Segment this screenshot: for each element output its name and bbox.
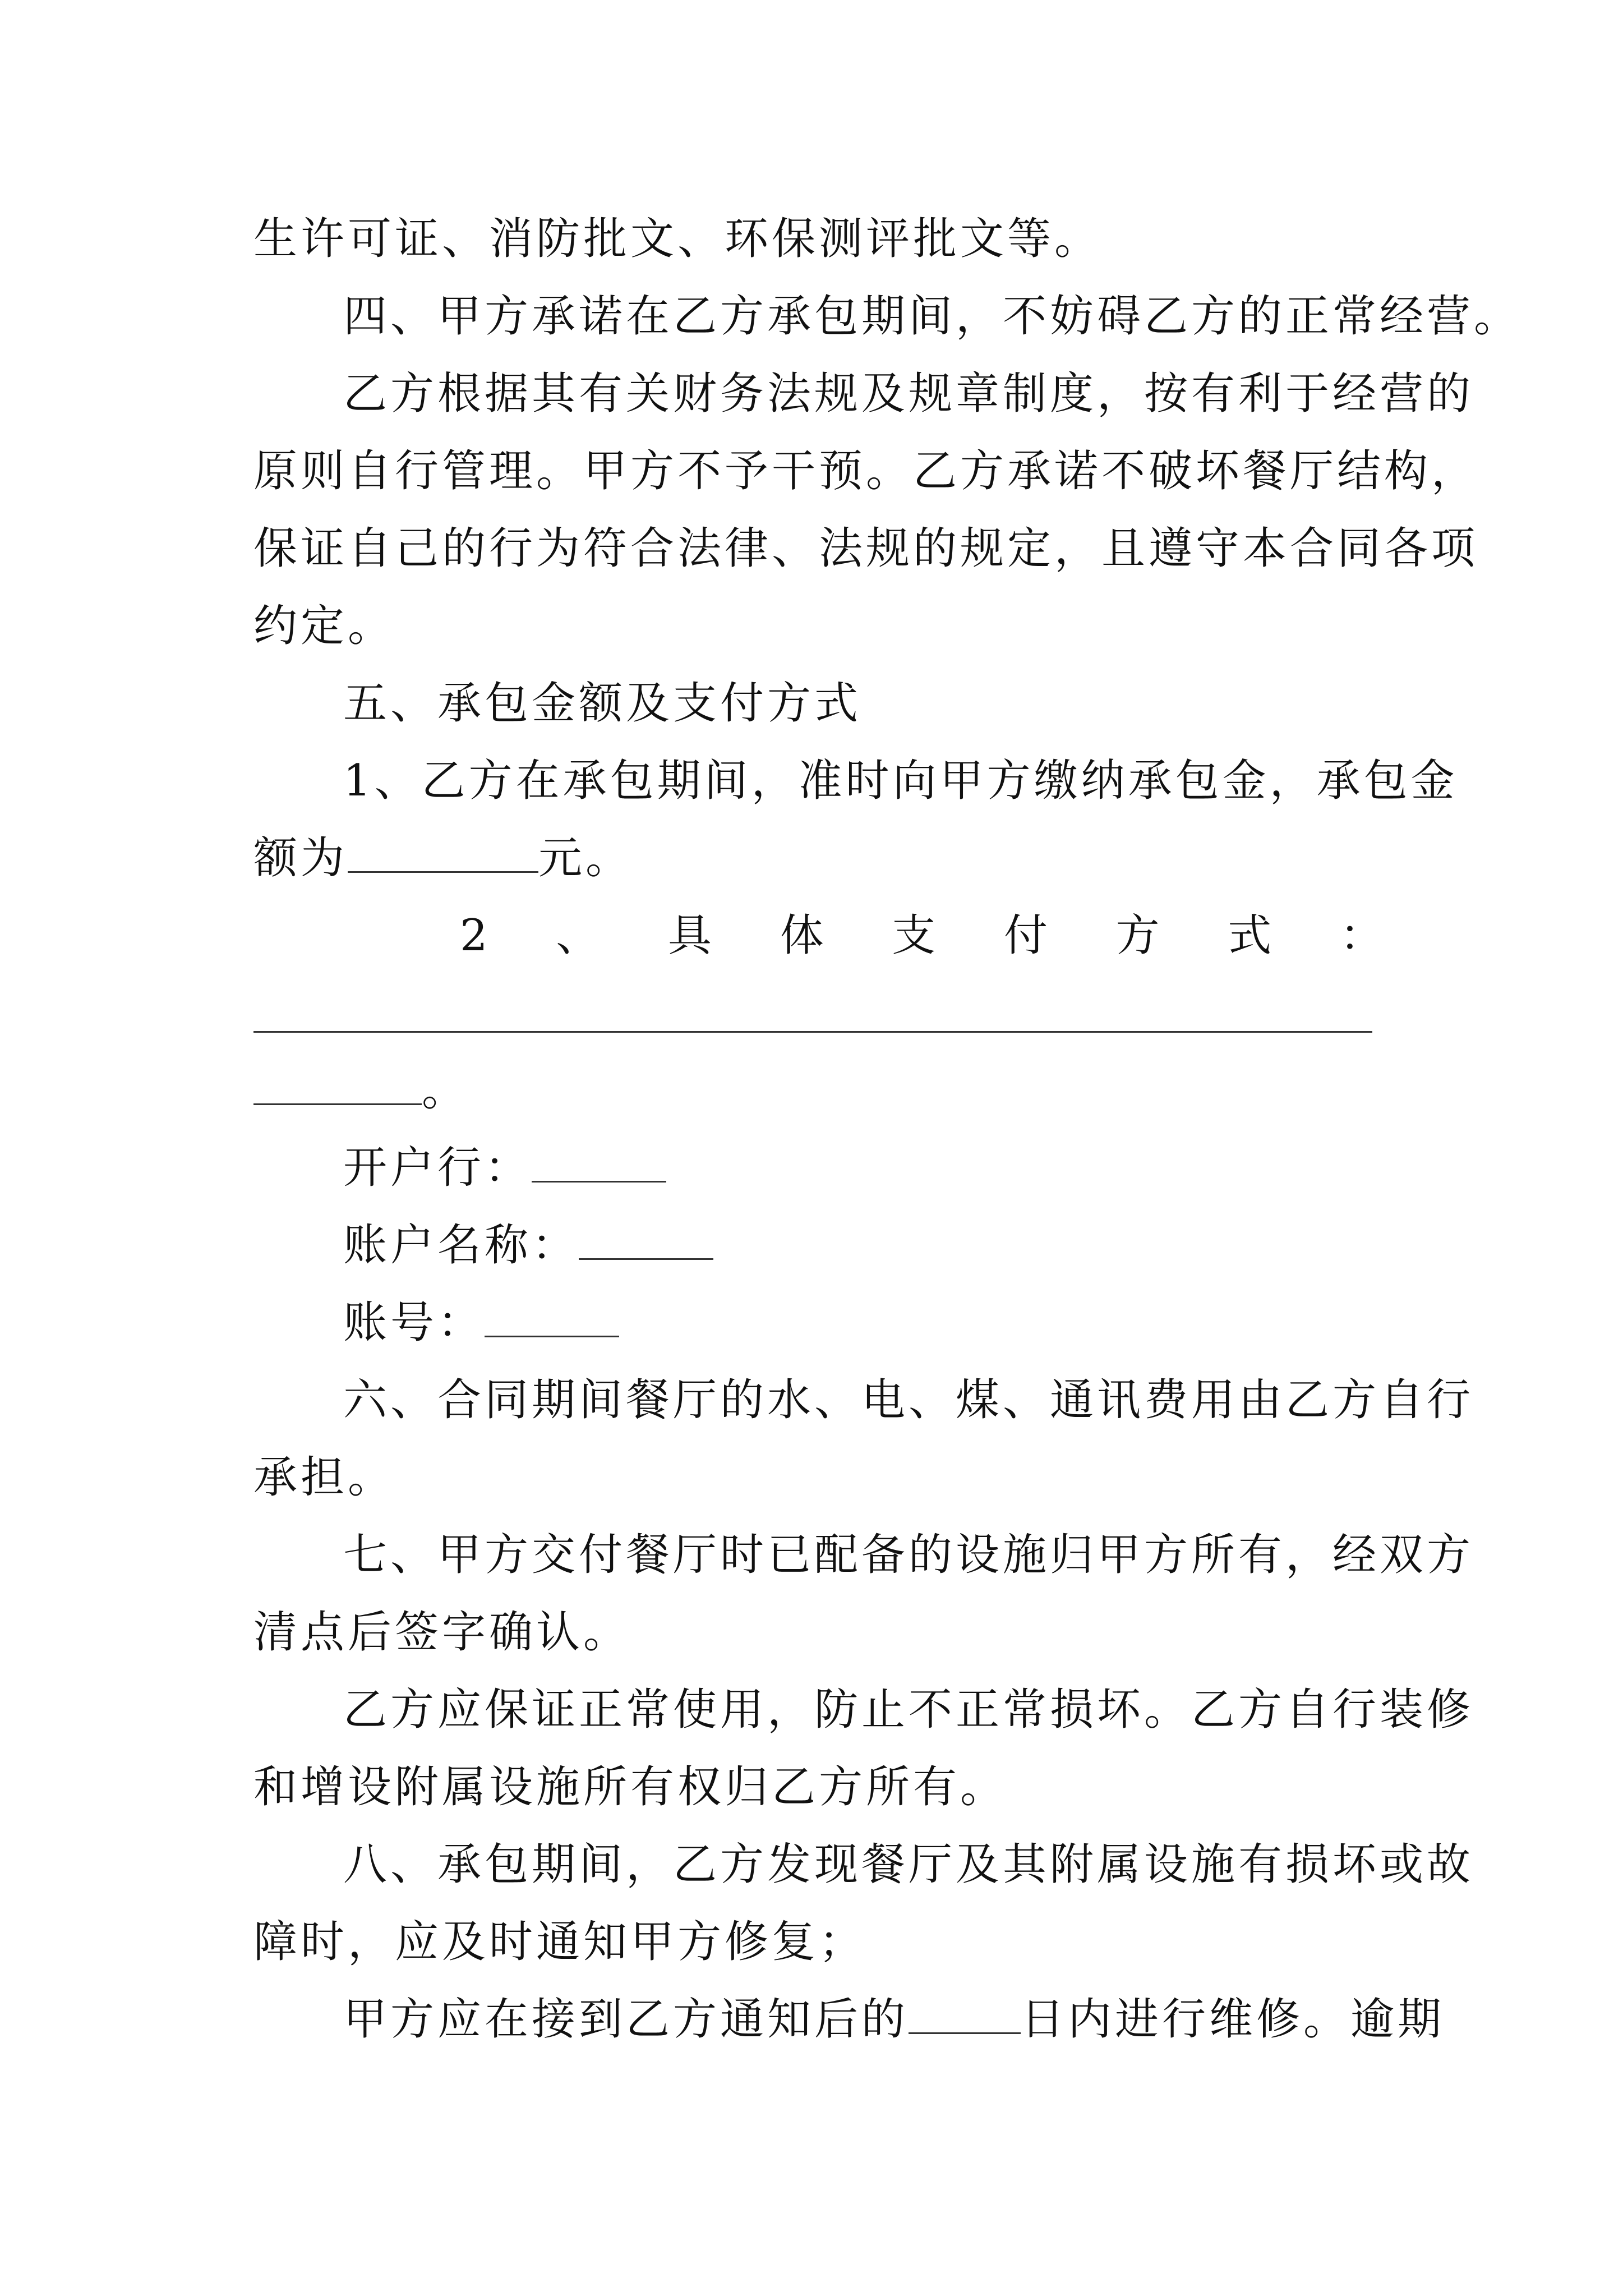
text-line: 1、乙方在承包期间，准时向甲方缴纳承包金，承包金	[343, 756, 1458, 806]
text-fragment: 甲方应在接到乙方通知后的	[343, 1994, 909, 2045]
bank-line	[343, 1140, 1384, 1196]
section-heading: 五、承包金额及支付方式	[343, 678, 862, 729]
text-line	[343, 1991, 1445, 2047]
account-number-label: 账号：	[343, 1297, 485, 1348]
spread-char: 具	[667, 910, 712, 961]
text-line: 保证自己的行为符合法律、法规的规定，且遵守本合同各项	[253, 523, 1479, 574]
text-fragment: 。	[422, 1065, 469, 1116]
text-fragment: 日内进行维修。逾期	[1021, 1994, 1445, 2045]
fill-blank-days	[909, 1996, 1021, 2034]
fill-blank-line	[253, 1031, 1372, 1033]
fill-blank-account-name	[579, 1222, 713, 1260]
spread-char: ：	[1339, 910, 1384, 961]
spread-char: 方	[1115, 910, 1160, 961]
text-line: 七、甲方交付餐厅时已配备的设施归甲方所有，经双方	[343, 1530, 1474, 1580]
spread-char: 体	[780, 910, 824, 961]
spread-char: 式	[1228, 910, 1272, 961]
text-line: 承担。	[253, 1452, 395, 1503]
text-line: 约定。	[253, 601, 395, 651]
text-line: 生许可证、消防批文、环保测评批文等。	[253, 214, 1102, 264]
text-fragment: 额为	[253, 833, 348, 884]
account-number-line	[343, 1295, 1384, 1351]
text-line	[253, 1062, 1384, 1119]
spread-char: 、	[556, 910, 600, 961]
text-fragment: 元。	[538, 833, 633, 884]
bank-label: 开户行：	[343, 1143, 532, 1193]
text-line: 乙方根据其有关财务法规及规章制度，按有利于经营的	[343, 369, 1474, 419]
text-line	[253, 830, 1384, 886]
text-line: 障时，应及时通知甲方修复；	[253, 1917, 866, 1967]
text-line: 乙方应保证正常使用，防止不正常损坏。乙方自行装修	[343, 1685, 1474, 1735]
account-name-label: 账户名称：	[343, 1220, 579, 1271]
text-line: 和增设附属设施所有权归乙方所有。	[253, 1762, 1008, 1812]
fill-blank	[253, 1068, 422, 1105]
text-line: 八、承包期间，乙方发现餐厅及其附属设施有损坏或故	[343, 1839, 1474, 1890]
spread-char: 支	[892, 910, 936, 961]
text-line: 原则自行管理。甲方不予干预。乙方承诺不破坏餐厅结构，	[253, 446, 1479, 496]
account-name-line	[343, 1217, 1384, 1273]
spread-char: 付	[1003, 910, 1048, 961]
fill-blank-amount	[348, 835, 538, 873]
text-line: 四、甲方承诺在乙方承包期间，不妨碍乙方的正常经营。	[343, 291, 1521, 342]
spread-char: 2	[460, 910, 488, 961]
fill-blank-bank	[532, 1145, 666, 1182]
payment-method-label	[460, 908, 1384, 964]
text-line: 清点后签字确认。	[253, 1607, 631, 1658]
text-line: 六、合同期间餐厅的水、电、煤、通讯费用由乙方自行	[343, 1375, 1474, 1425]
fill-blank-account-number	[485, 1300, 619, 1337]
